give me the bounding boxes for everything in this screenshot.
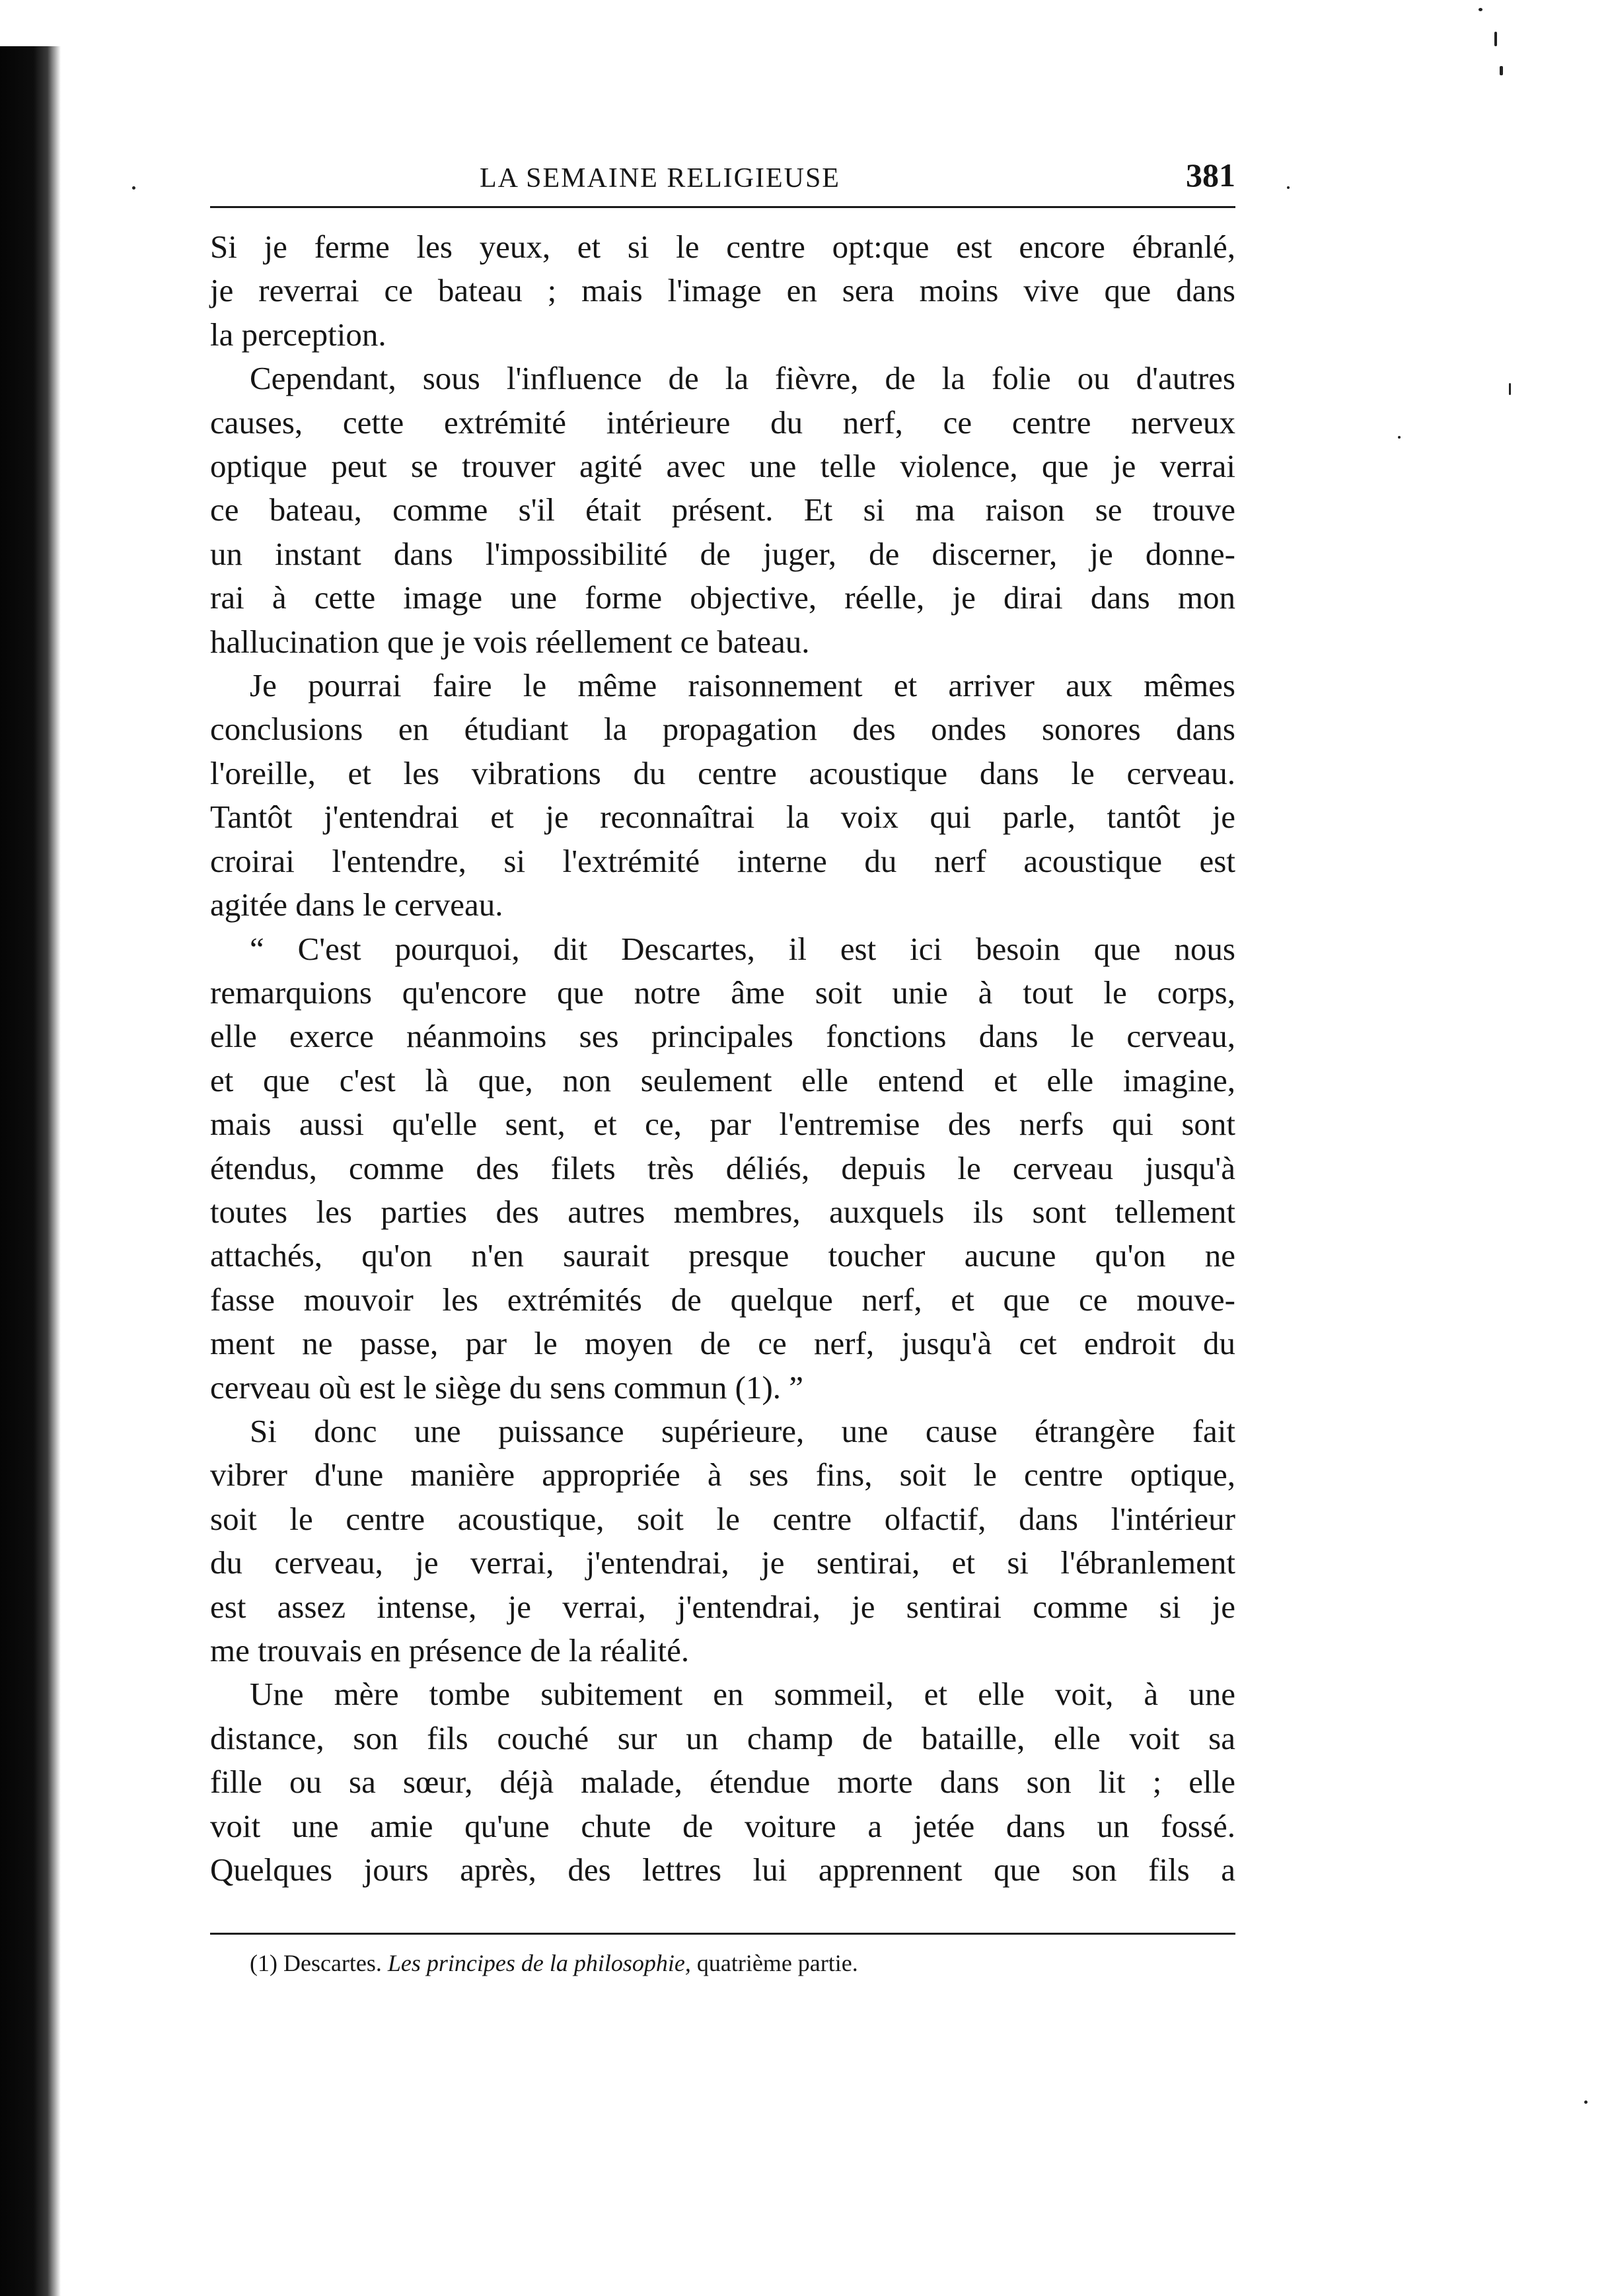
text-line: ment ne passe, par le moyen de ce nerf, jusqu'à cet endroit du bbox=[210, 1325, 1235, 1362]
text-line: un instant dans l'impossibilité de juger, de discerner, je donne- bbox=[210, 535, 1235, 572]
text-line: elle exerce néanmoins ses principales fonctions dans le cerveau, bbox=[210, 1018, 1235, 1055]
text-line: soit le centre acoustique, soit le centre olfactif, dans l'intérieur bbox=[210, 1500, 1235, 1537]
footnote bbox=[210, 1949, 1235, 1977]
scan-speck bbox=[132, 186, 135, 190]
text-line: optique peut se trouver agité avec une telle violence, que je verrai bbox=[210, 448, 1235, 485]
text-line: mais aussi qu'elle sent, et ce, par l'entremise des nerfs qui sont bbox=[210, 1106, 1235, 1143]
scan-speck bbox=[1494, 32, 1497, 46]
text-line: étendus, comme des filets très déliés, depuis le cerveau jusqu'à bbox=[210, 1149, 1235, 1186]
footnote-marker: (1) Descartes. bbox=[250, 1950, 382, 1977]
text-line: cerveau où est le siège du sens commun (1). ” bbox=[210, 1369, 804, 1406]
text-line: Si donc une puissance supérieure, une cause étrangère fait bbox=[250, 1412, 1235, 1449]
text-line: l'oreille, et les vibrations du centre acoustique dans le cerveau. bbox=[210, 754, 1235, 791]
scan-speck bbox=[1509, 383, 1511, 395]
scan-binding-shadow bbox=[0, 46, 61, 2296]
text-line: la perception. bbox=[210, 316, 386, 353]
running-title: LA SEMAINE RELIGIEUSE bbox=[480, 163, 840, 194]
body-text bbox=[210, 225, 1235, 1892]
text-line: du cerveau, je verrai, j'entendrai, je sentirai, et si l'ébranlement bbox=[210, 1544, 1235, 1581]
text-line: Cependant, sous l'influence de la fièvre, de la folie ou d'autres bbox=[250, 360, 1235, 397]
text-line: rai à cette image une forme objective, réelle, je dirai dans mon bbox=[210, 579, 1235, 616]
text-line: Tantôt j'entendrai et je reconnaîtrai la voix qui parle, tantôt je bbox=[210, 799, 1235, 836]
text-line: croirai l'entendre, si l'extrémité interne du nerf acoustique est bbox=[210, 842, 1235, 879]
text-line: me trouvais en présence de la réalité. bbox=[210, 1632, 690, 1668]
text-line: hallucination que je vois réellement ce bateau. bbox=[210, 623, 810, 660]
book-page bbox=[210, 151, 1235, 1977]
header-rule bbox=[210, 206, 1235, 208]
text-line: conclusions en étudiant la propagation des ondes sonores dans bbox=[210, 711, 1235, 748]
text-line: et que c'est là que, non seulement elle entend et elle imagine, bbox=[210, 1061, 1235, 1098]
text-line: Je pourrai faire le même raisonnement et arriver aux mêmes bbox=[250, 667, 1235, 704]
text-line: toutes les parties des autres membres, auxquels ils sont tellement bbox=[210, 1193, 1235, 1230]
text-line: “ C'est pourquoi, dit Descartes, il est ici besoin que nous bbox=[250, 930, 1235, 967]
text-line: remarquions qu'encore que notre âme soit unie à tout le corps, bbox=[210, 974, 1235, 1011]
text-line: je reverrai ce bateau ; mais l'image en sera moins vive que dans bbox=[210, 272, 1235, 309]
footnote-part: quatrième partie. bbox=[696, 1950, 858, 1977]
footnote-rule bbox=[210, 1933, 1235, 1935]
text-line: Si je ferme les yeux, et si le centre opt:que est encore ébranlé, bbox=[210, 229, 1235, 265]
text-line: est assez intense, je verrai, j'entendrai, je sentirai comme si je bbox=[210, 1588, 1235, 1625]
text-line: causes, cette extrémité intérieure du nerf, ce centre nerveux bbox=[210, 404, 1235, 441]
scan-speck bbox=[1287, 186, 1290, 189]
text-line: Une mère tombe subitement en sommeil, et elle voit, à une bbox=[250, 1676, 1235, 1713]
scan-speck bbox=[1398, 436, 1401, 439]
text-line: distance, son fils couché sur un champ de bataille, elle voit sa bbox=[210, 1719, 1235, 1756]
text-line: vibrer d'une manière appropriée à ses fins, soit le centre optique, bbox=[210, 1456, 1235, 1493]
text-line: attachés, qu'on n'en saurait presque toucher aucune qu'on ne bbox=[210, 1237, 1235, 1274]
text-line: Quelques jours après, des lettres lui apprennent que son fils a bbox=[210, 1851, 1235, 1888]
text-line: fille ou sa sœur, déjà malade, étendue morte dans son lit ; elle bbox=[210, 1764, 1235, 1801]
scan-speck bbox=[1584, 2100, 1588, 2104]
page-number: 381 bbox=[1186, 157, 1235, 194]
scan-speck bbox=[1500, 66, 1503, 75]
scan-speck bbox=[1479, 8, 1482, 11]
text-line: fasse mouvoir les extrémités de quelque nerf, et que ce mouve- bbox=[210, 1281, 1235, 1318]
text-line: ce bateau, comme s'il était présent. Et si ma raison se trouve bbox=[210, 491, 1235, 528]
running-header bbox=[210, 151, 1235, 197]
text-line: agitée dans le cerveau. bbox=[210, 886, 503, 923]
text-line: voit une amie qu'une chute de voiture a jetée dans un fossé. bbox=[210, 1807, 1235, 1844]
footnote-work-title: Les principes de la philosophie, bbox=[387, 1950, 691, 1977]
